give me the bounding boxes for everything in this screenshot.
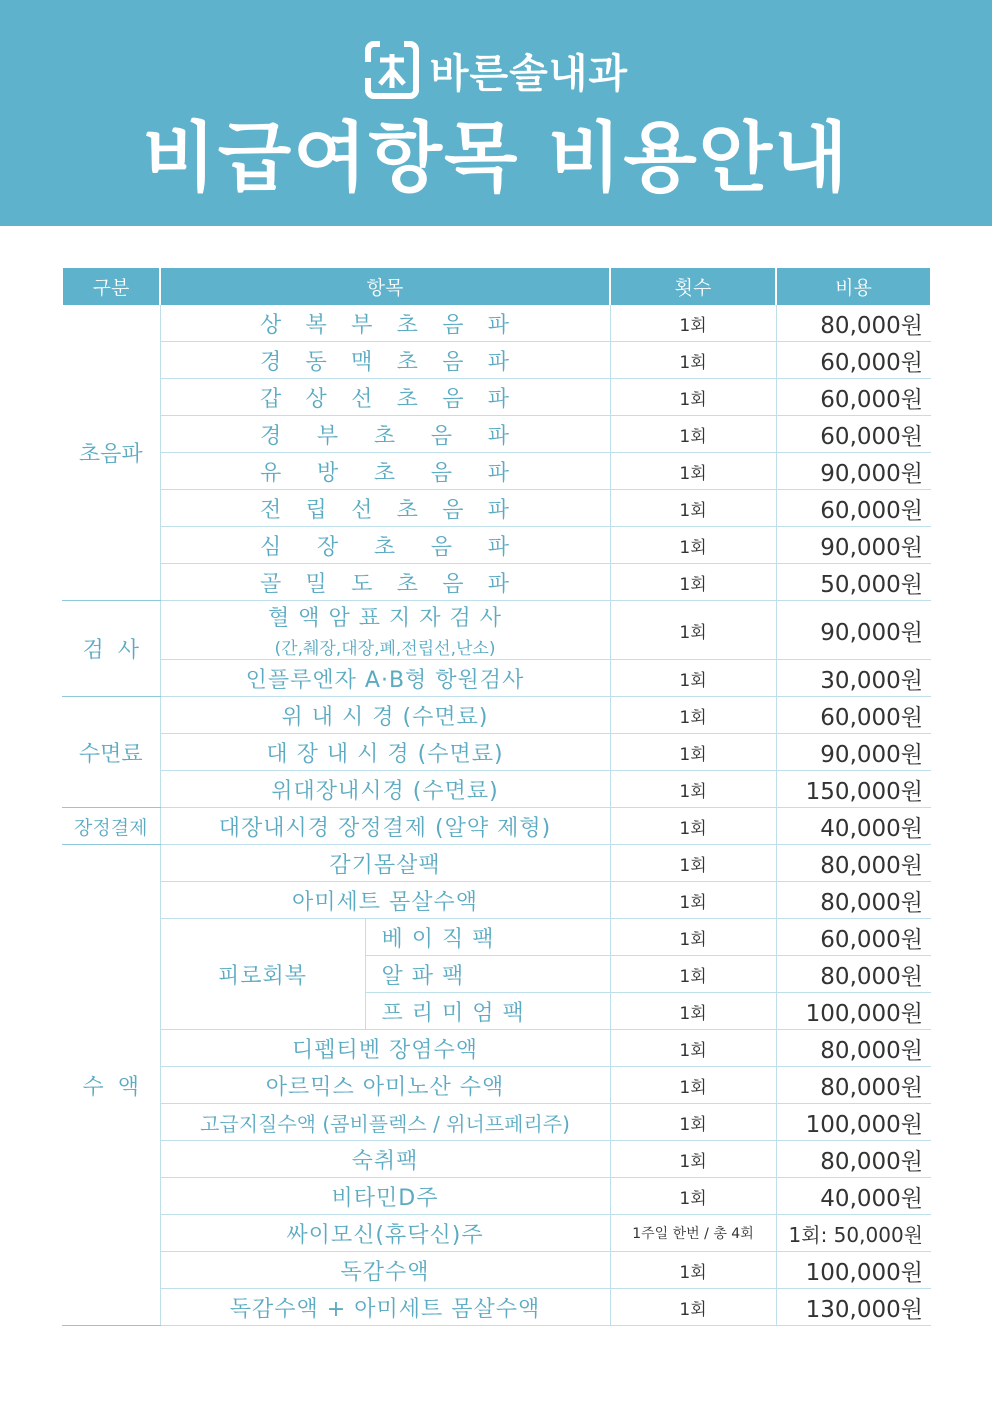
item-cost: 80,000원 [776, 1141, 931, 1178]
item-name: 숙취팩 [160, 1141, 610, 1178]
logo-row [0, 40, 992, 100]
page-title: 비급여항목 비용안내 [142, 113, 850, 202]
item-count: 1회 [610, 660, 776, 697]
item-cost: 60,000원 [776, 416, 931, 453]
table-row [62, 564, 931, 601]
item-count: 1회 [610, 1030, 776, 1067]
item-cost: 50,000원 [776, 564, 931, 601]
category-bowel-prep: 장정결제 [62, 808, 160, 845]
table-row [62, 305, 931, 342]
item-count: 1회 [610, 919, 776, 956]
item-name: 전 립 선 초 음 파 [160, 490, 610, 527]
item-name: 인플루엔자 A·B형 항원검사 [160, 660, 610, 697]
item-name: 독감수액 [160, 1252, 610, 1289]
item-cost: 80,000원 [776, 956, 931, 993]
item-name: 심 장 초 음 파 [160, 527, 610, 564]
item-name: 아미세트 몸살수액 [160, 882, 610, 919]
clinic-name: 바른솔내과 [429, 50, 629, 97]
item-count: 1회 [610, 845, 776, 882]
item-count: 1회 [610, 1104, 776, 1141]
table-row [62, 808, 931, 845]
item-cost: 60,000원 [776, 919, 931, 956]
item-count: 1회 [610, 1289, 776, 1326]
item-cost: 100,000원 [776, 993, 931, 1030]
item-count: 1회 [610, 342, 776, 379]
table-row [62, 1252, 931, 1289]
item-count: 1회 [610, 305, 776, 342]
table-row [62, 453, 931, 490]
item-cost: 40,000원 [776, 1178, 931, 1215]
item-name: 경 동 맥 초 음 파 [160, 342, 610, 379]
item-count: 1회 [610, 416, 776, 453]
item-name: 위 내 시 경 (수면료) [160, 697, 610, 734]
table-row [62, 1104, 931, 1141]
item-cost: 60,000원 [776, 697, 931, 734]
table-row [62, 342, 931, 379]
item-cost: 150,000원 [776, 771, 931, 808]
item-cost: 80,000원 [776, 1030, 931, 1067]
item-cost: 90,000원 [776, 453, 931, 490]
item-name: 디펩티벤 장염수액 [160, 1030, 610, 1067]
item-sub-text: (간,췌장,대장,폐,전립선,난소) [274, 639, 496, 659]
item-name: 경 부 초 음 파 [160, 416, 610, 453]
item-name: 위대장내시경 (수면료) [160, 771, 610, 808]
table-header-row [62, 268, 931, 305]
table-row [62, 416, 931, 453]
item-name: 고급지질수액 (콤비플렉스 / 위너프페리주) [160, 1104, 610, 1141]
item-cost: 60,000원 [776, 342, 931, 379]
item-count: 1회 [610, 1141, 776, 1178]
price-table [61, 268, 932, 1326]
item-name: 아르믹스 아미노산 수액 [160, 1067, 610, 1104]
item-cost: 90,000원 [776, 601, 931, 660]
item-name: 베 이 직 팩 [365, 919, 610, 956]
table-row [62, 601, 931, 660]
table-row [62, 919, 931, 956]
item-name: 대장내시경 장정결제 (알약 제형) [160, 808, 610, 845]
item-cost: 60,000원 [776, 379, 931, 416]
item-cost: 1회: 50,000원 [776, 1215, 931, 1252]
item-name: 비타민D주 [160, 1178, 610, 1215]
category-ultrasound: 초음파 [62, 305, 160, 601]
item-cost: 130,000원 [776, 1289, 931, 1326]
item-count: 1회 [610, 527, 776, 564]
item-count: 1회 [610, 564, 776, 601]
subcategory-fatigue: 피로회복 [160, 919, 365, 1030]
clinic-logo-icon [364, 40, 420, 100]
item-name: 알 파 팩 [365, 956, 610, 993]
column-header-cost: 비용 [776, 268, 931, 305]
item-count: 1회 [610, 771, 776, 808]
table-row [62, 379, 931, 416]
item-count: 1회 [610, 490, 776, 527]
item-cost: 80,000원 [776, 882, 931, 919]
item-cost: 60,000원 [776, 490, 931, 527]
item-name: 상 복 부 초 음 파 [160, 305, 610, 342]
category-iv: 수 액 [62, 845, 160, 1326]
category-test: 검 사 [62, 601, 160, 697]
item-cost: 80,000원 [776, 845, 931, 882]
table-row [62, 1178, 931, 1215]
item-count: 1회 [610, 601, 776, 660]
table-row [62, 1141, 931, 1178]
table-row [62, 882, 931, 919]
item-name: 골 밀 도 초 음 파 [160, 564, 610, 601]
item-count: 1회 [610, 734, 776, 771]
item-cost: 30,000원 [776, 660, 931, 697]
table-row [62, 845, 931, 882]
item-count: 1회 [610, 1252, 776, 1289]
item-name: 대 장 내 시 경 (수면료) [160, 734, 610, 771]
item-name: 감기몸살팩 [160, 845, 610, 882]
item-name: 싸이모신(휴닥신)주 [160, 1215, 610, 1252]
table-row [62, 1215, 931, 1252]
item-name: 유 방 초 음 파 [160, 453, 610, 490]
column-header-count: 횟수 [610, 268, 776, 305]
table-row [62, 771, 931, 808]
item-count: 1회 [610, 882, 776, 919]
table-row [62, 490, 931, 527]
table-row [62, 527, 931, 564]
item-name: 프 리 미 엄 팩 [365, 993, 610, 1030]
header-banner [0, 0, 992, 226]
item-main-text: 혈 액 암 표 지 자 검 사 [268, 606, 502, 631]
item-cost: 100,000원 [776, 1252, 931, 1289]
table-row [62, 1067, 931, 1104]
column-header-category: 구분 [62, 268, 160, 305]
item-name [160, 601, 610, 660]
table-row [62, 660, 931, 697]
item-count: 1회 [610, 453, 776, 490]
item-count: 1회 [610, 697, 776, 734]
item-count: 1회 [610, 808, 776, 845]
table-row [62, 697, 931, 734]
item-name: 독감수액 + 아미세트 몸살수액 [160, 1289, 610, 1326]
item-cost: 100,000원 [776, 1104, 931, 1141]
item-cost: 80,000원 [776, 305, 931, 342]
column-header-item: 항목 [160, 268, 610, 305]
item-count: 1회 [610, 1067, 776, 1104]
item-count: 1회 [610, 379, 776, 416]
category-sedation: 수면료 [62, 697, 160, 808]
table-row [62, 734, 931, 771]
item-name: 갑 상 선 초 음 파 [160, 379, 610, 416]
item-count: 1회 [610, 1178, 776, 1215]
item-cost: 80,000원 [776, 1067, 931, 1104]
item-cost: 90,000원 [776, 734, 931, 771]
item-cost: 90,000원 [776, 527, 931, 564]
item-cost: 40,000원 [776, 808, 931, 845]
item-count: 1회 [610, 993, 776, 1030]
table-row [62, 1030, 931, 1067]
item-count: 1회 [610, 956, 776, 993]
table-row [62, 1289, 931, 1326]
item-count: 1주일 한번 / 총 4회 [610, 1215, 776, 1252]
